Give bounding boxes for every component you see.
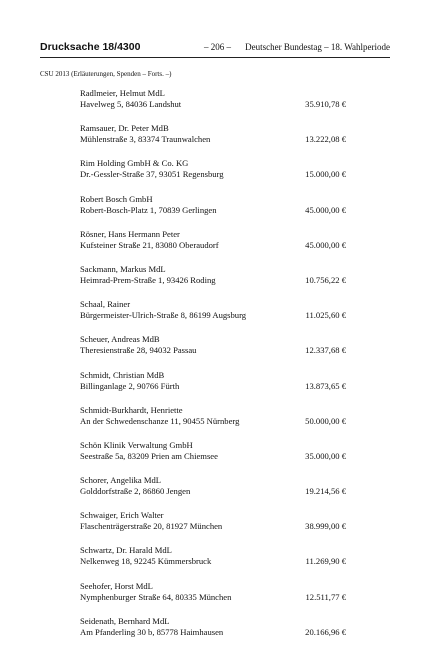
donation-amount: 15.000,00 € bbox=[305, 169, 346, 180]
donation-amount: 20.166,96 € bbox=[305, 626, 346, 637]
parliament-label: Deutscher Bundestag – 18. Wahlperiode bbox=[245, 42, 390, 52]
donor-name: Schwartz, Dr. Harald MdL bbox=[80, 545, 172, 556]
donor-name: Radlmeier, Helmut MdL bbox=[80, 88, 165, 98]
list-item bbox=[80, 123, 346, 158]
donation-amount: 11.269,90 € bbox=[305, 556, 346, 567]
list-item bbox=[80, 545, 346, 580]
list-item bbox=[80, 299, 346, 334]
donor-name: Schmidt, Christian MdB bbox=[80, 369, 165, 380]
donor-name: Rim Holding GmbH & Co. KG bbox=[80, 158, 189, 169]
list-item bbox=[80, 616, 346, 651]
list-item bbox=[80, 405, 346, 440]
donation-amount: 45.000,00 € bbox=[305, 204, 346, 215]
donation-amount: 12.511,77 € bbox=[305, 591, 346, 602]
donor-address: Nelkenweg 18, 92245 Kümmersbruck bbox=[80, 556, 212, 567]
donor-address: An der Schwedenschanze 11, 90455 Nürnberg bbox=[80, 415, 240, 426]
donor-address: Seestraße 5a, 83209 Prien am Chiemsee bbox=[80, 450, 218, 461]
donation-amount: 50.000,00 € bbox=[305, 415, 346, 426]
donor-address: Nymphenburger Straße 64, 80335 München bbox=[80, 591, 232, 602]
donor-address: Robert-Bosch-Platz 1, 70839 Gerlingen bbox=[80, 204, 217, 215]
donor-address: Billinganlage 2, 90766 Fürth bbox=[80, 380, 180, 391]
donor-name: Schaal, Rainer bbox=[80, 299, 131, 310]
document-number-value: 4300 bbox=[117, 41, 141, 53]
list-item bbox=[80, 88, 346, 123]
document-number bbox=[40, 41, 140, 53]
donor-name: Scheuer, Andreas MdB bbox=[80, 334, 160, 345]
donor-name: Rösner, Hans Hermann Peter bbox=[80, 228, 180, 239]
donation-list bbox=[80, 88, 346, 651]
donor-name: Seehofer, Horst MdL bbox=[80, 580, 153, 591]
donation-amount: 10.756,22 € bbox=[305, 274, 346, 285]
donation-amount: 38.999,00 € bbox=[305, 521, 346, 532]
donor-address: Havelweg 5, 84036 Landshut bbox=[80, 99, 182, 109]
donor-address: Kufsteiner Straße 21, 83080 Oberaudorf bbox=[80, 239, 219, 250]
list-item bbox=[80, 475, 346, 510]
list-item bbox=[80, 229, 346, 264]
donation-amount: 12.337,68 € bbox=[305, 345, 346, 356]
donor-address: Dr.-Gessler-Straße 37, 93051 Regensburg bbox=[80, 169, 224, 180]
donor-name: Sackmann, Markus MdL bbox=[80, 263, 166, 274]
donation-amount: 35.000,00 € bbox=[305, 450, 346, 461]
page-header bbox=[40, 41, 390, 55]
donor-name: Schön Klinik Verwaltung GmbH bbox=[80, 439, 193, 450]
list-item bbox=[80, 194, 346, 229]
donor-name: Robert Bosch GmbH bbox=[80, 193, 153, 204]
donor-name: Ramsauer, Dr. Peter MdB bbox=[80, 123, 169, 134]
donor-address: Mühlenstraße 3, 83374 Traunwalchen bbox=[80, 134, 211, 145]
donation-amount: 35.910,78 € bbox=[305, 99, 346, 109]
list-item bbox=[80, 334, 346, 369]
donation-amount: 11.025,60 € bbox=[305, 310, 346, 321]
donor-address: Bürgermeister-Ulrich-Straße 8, 86199 Augsburg bbox=[80, 310, 247, 321]
donor-address: Theresienstraße 28, 94032 Passau bbox=[80, 345, 197, 356]
header-divider bbox=[40, 57, 390, 58]
document-label: Drucksache 18/ bbox=[40, 41, 118, 53]
page-number: – 206 – bbox=[204, 42, 231, 52]
donation-amount: 19.214,56 € bbox=[305, 486, 346, 497]
donor-name: Schwaiger, Erich Walter bbox=[80, 510, 164, 521]
list-item bbox=[80, 581, 346, 616]
list-item bbox=[80, 440, 346, 475]
list-item bbox=[80, 510, 346, 545]
section-title: CSU 2013 (Erläuterungen, Spenden – Forts. –) bbox=[40, 70, 172, 78]
list-item bbox=[80, 370, 346, 405]
donor-name: Schorer, Angelika MdL bbox=[80, 475, 162, 486]
donation-amount: 13.873,65 € bbox=[305, 380, 346, 391]
donor-address: Am Pfanderling 30 b, 85778 Haimhausen bbox=[80, 626, 224, 637]
list-item bbox=[80, 158, 346, 193]
donation-amount: 45.000,00 € bbox=[305, 239, 346, 250]
donation-amount: 13.222,08 € bbox=[305, 134, 346, 145]
donor-address: Heimrad-Prem-Straße 1, 93426 Roding bbox=[80, 274, 216, 285]
donor-name: Schmidt-Burkhardt, Henriette bbox=[80, 404, 183, 415]
donor-address: Golddorfstraße 2, 86860 Jengen bbox=[80, 486, 191, 497]
list-item bbox=[80, 264, 346, 299]
donor-address: Flaschenträgerstraße 20, 81927 München bbox=[80, 521, 223, 532]
donor-name: Seidenath, Bernhard MdL bbox=[80, 615, 170, 626]
